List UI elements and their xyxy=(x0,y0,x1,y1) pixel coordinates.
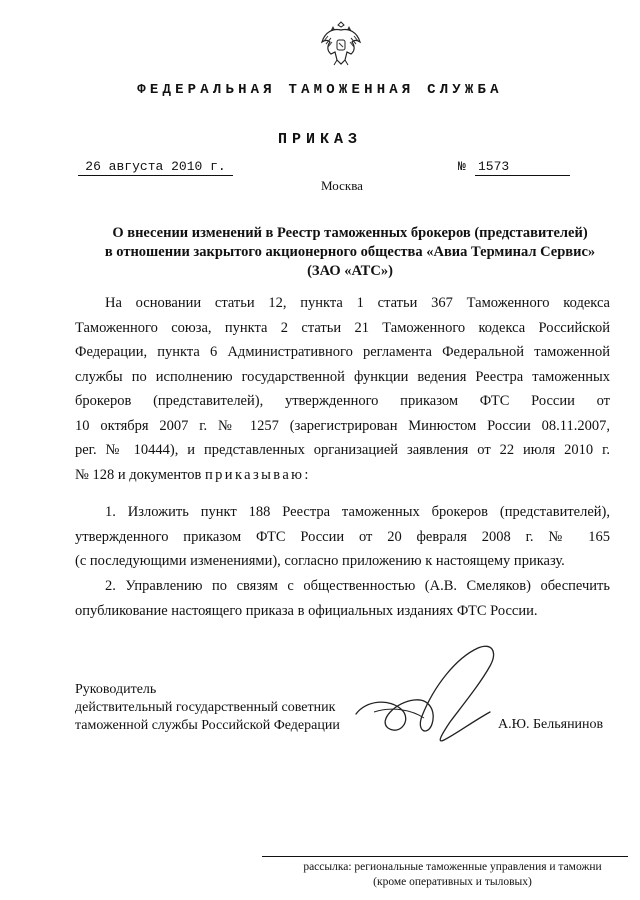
signer-title-line: Руководитель xyxy=(75,682,157,697)
handwritten-signature-icon xyxy=(352,640,512,750)
order-item-1 xyxy=(75,500,610,574)
subject-line: О внесении изменений в Реестр таможенных брокеров (представителей) xyxy=(112,225,588,241)
footer-line: (кроме оперативных и тыловых) xyxy=(373,876,532,888)
text-line: 10 октября 2007 г. № 1257 (зарегистрирован Минюстом России 08.11.2007, xyxy=(75,417,610,434)
text-line: брокеров (представителей), утвержденного приказом ФТС России от xyxy=(75,393,610,409)
subject-line: (ЗАО «АТС») xyxy=(307,263,393,279)
document-type: ПРИКАЗ xyxy=(277,131,362,148)
text-line: службы по исполнению государственной функции ведения Реестра таможенных xyxy=(75,368,610,385)
subject-line: в отношении закрытого акционерного общества «Авиа Терминал Сервис» xyxy=(104,244,596,260)
text-line xyxy=(75,463,610,488)
order-number-prefix: № xyxy=(458,159,466,174)
preamble-paragraph xyxy=(75,291,610,487)
text-line: утвержденного приказом ФТС России от 20 февраля 2008 г. № 165 xyxy=(75,528,610,545)
text-line: 1. Изложить пункт 188 Реестра таможенных брокеров (представителей), xyxy=(105,504,610,520)
text-line: На основании статьи 12, пункта 1 статьи 367 Таможенного кодекса xyxy=(105,295,610,311)
text-line: 2. Управлению по связям с общественностью (А.В. Смеляков) обеспечить xyxy=(105,578,610,594)
order-number: 1573 xyxy=(475,159,570,176)
signer-title xyxy=(75,681,340,735)
signer-title-line: действительный государственный советник xyxy=(75,700,336,715)
text-line-start: № 128 и документов xyxy=(75,466,202,483)
text-line: опубликование настоящего приказа в официальных изданиях ФТС России. xyxy=(75,602,538,619)
footer-line: рассылка: региональные таможенные управления и таможни xyxy=(303,861,602,873)
text-line: рег. № 10444), и представленных организацией заявления от 22 июля 2010 г. xyxy=(75,442,610,458)
agency-name: ФЕДЕРАЛЬНАЯ ТАМОЖЕННАЯ СЛУЖБА xyxy=(137,82,503,98)
order-subject xyxy=(60,224,640,281)
russian-coat-of-arms-icon xyxy=(319,18,363,68)
order-date: 26 августа 2010 г. xyxy=(78,159,233,176)
text-line: (с последующими изменениями), согласно приложению к настоящему приказу. xyxy=(75,553,565,569)
text-line: Федерации, пункта 6 Административного регламента Федеральной таможенной xyxy=(75,344,610,360)
order-word: приказываю: xyxy=(204,466,311,483)
city: Москва xyxy=(321,178,363,193)
signer-title-line: таможенной службы Российской Федерации xyxy=(75,718,340,733)
footer-divider xyxy=(262,856,628,857)
signer-name: А.Ю. Бельянинов xyxy=(498,717,604,732)
order-item-2 xyxy=(75,574,610,623)
distribution-list xyxy=(275,860,630,890)
text-line: Таможенного союза, пункта 2 статьи 21 Таможенного кодекса Российской xyxy=(75,319,610,336)
